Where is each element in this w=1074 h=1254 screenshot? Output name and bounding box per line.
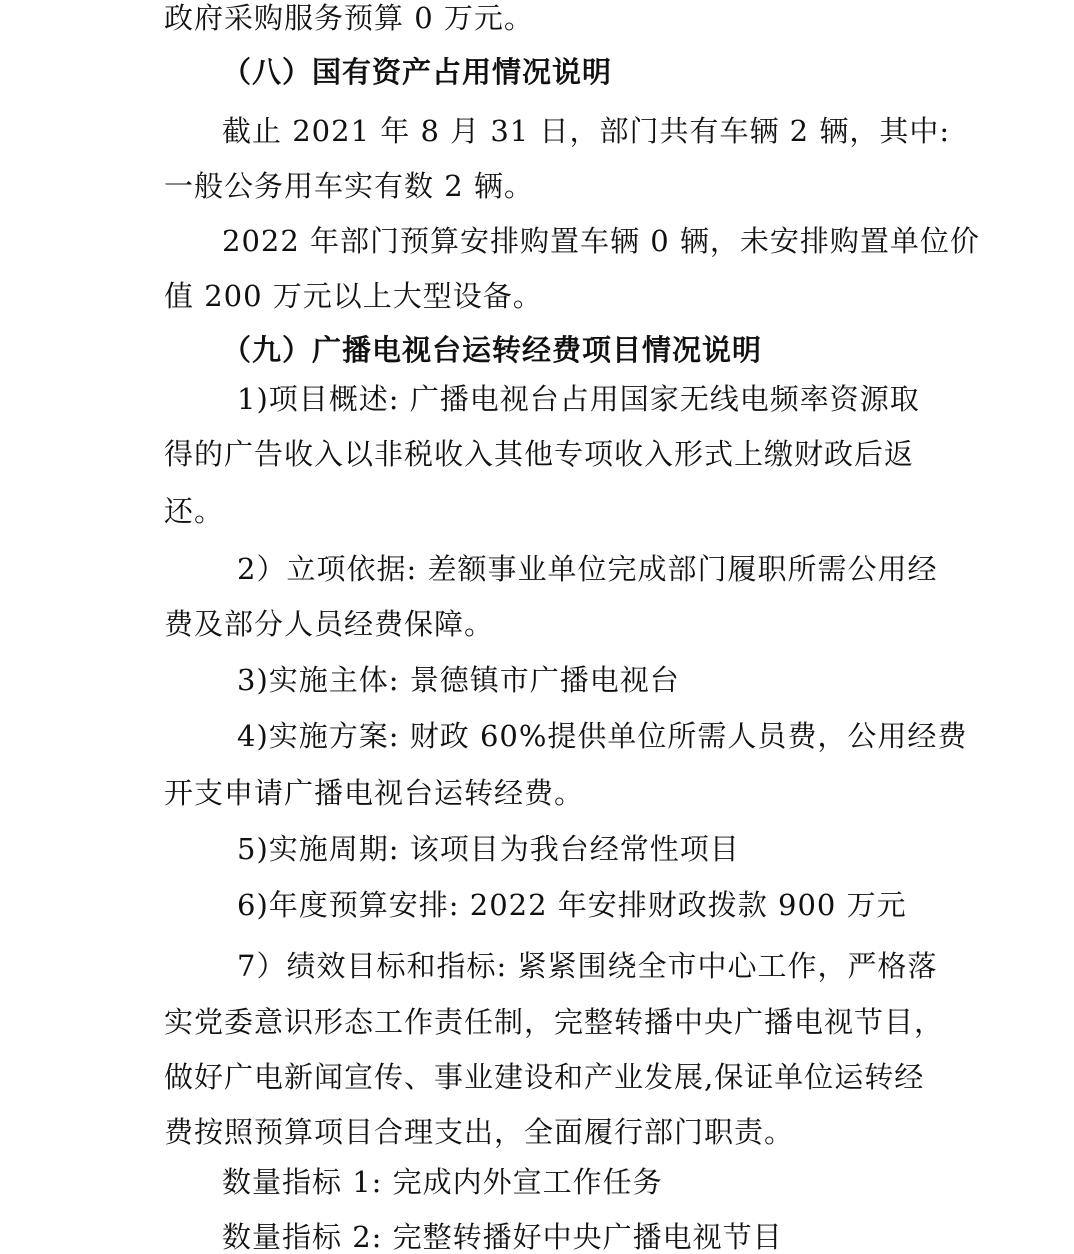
paragraph-line: 得的广告收入以非税收入其他专项收入形式上缴财政后返 <box>164 437 915 471</box>
paragraph-line: 7）绩效目标和指标: 紧紧围绕全市中心工作，严格落 <box>237 949 938 983</box>
paragraph-line: 做好广电新闻宣传、事业建设和产业发展,保证单位运转经 <box>164 1060 925 1094</box>
paragraph-line: 实党委意识形态工作责任制，完整转播中央广播电视节目， <box>164 1005 945 1039</box>
paragraph-line: 值 200 万元以上大型设备。 <box>164 279 543 313</box>
paragraph-line: 还。 <box>164 494 225 528</box>
paragraph-line: 5)实施周期: 该项目为我台经常性项目 <box>237 832 740 866</box>
paragraph-line: 截止 2021 年 8 月 31 日，部门共有车辆 2 辆，其中: <box>222 114 951 148</box>
paragraph-line: 2）立项依据: 差额事业单位完成部门履职所需公用经 <box>237 552 938 586</box>
paragraph-line: 费按照预算项目合理支出，全面履行部门职责。 <box>164 1115 795 1149</box>
paragraph-line: 6)年度预算安排: 2022 年安排财政拨款 900 万元 <box>237 888 907 922</box>
paragraph-line: 1)项目概述: 广播电视台占用国家无线电频率资源取 <box>237 382 920 416</box>
paragraph-line: 开支申请广播电视台运转经费。 <box>164 776 585 810</box>
paragraph-line: 费及部分人员经费保障。 <box>164 607 495 641</box>
paragraph-line: 4)实施方案: 财政 60%提供单位所需人员费，公用经费 <box>237 719 968 753</box>
paragraph-line: 3)实施主体: 景德镇市广播电视台 <box>237 663 680 697</box>
section-heading-state-assets: （八）国有资产占用情况说明 <box>222 55 613 89</box>
section-heading-broadcasting-project: （九）广播电视台运转经费项目情况说明 <box>222 333 763 367</box>
indicator-line: 数量指标 2: 完整转播好中央广播电视节目 <box>222 1220 783 1254</box>
paragraph-line: 2022 年部门预算安排购置车辆 0 辆，未安排购置单位价 <box>222 224 980 258</box>
indicator-line: 数量指标 1: 完成内外宣工作任务 <box>222 1165 663 1199</box>
budget-text-line: 政府采购服务预算 0 万元。 <box>164 1 534 35</box>
paragraph-line: 一般公务用车实有数 2 辆。 <box>164 169 534 203</box>
